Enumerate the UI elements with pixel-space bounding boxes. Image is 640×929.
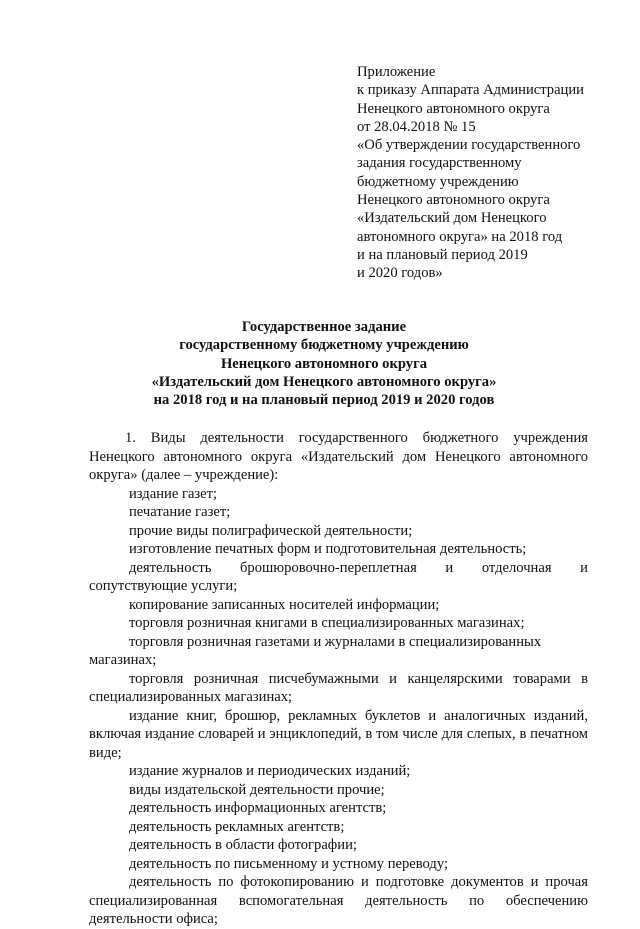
activity-item: торговля розничная книгами в специализированных магазинах; xyxy=(129,615,525,631)
activity-item: деятельность рекламных агентств; xyxy=(129,818,345,835)
appendix-line: Приложение xyxy=(357,64,436,80)
activity-item: торговля розничная газетами и журналами в специализированных магазинах; xyxy=(89,633,542,668)
activity-item: копирование записанных носителей информации; xyxy=(129,596,440,613)
activity-item: деятельность по фотокопированию и подготовке документов и прочая специализированная вспомогательная деятельность по обеспечению деятельности офиса; xyxy=(89,874,588,927)
activity-item: деятельность информационных агентств; xyxy=(129,800,387,816)
section-intro: 1. Виды деятельности государственного бюджетного учреждения Ненецкого автономного округа «Издательский дом Ненецкого автономного округа» (далее – учреждение): xyxy=(89,430,588,483)
activity-item: прочие виды полиграфической деятельности; xyxy=(129,522,413,539)
activity-item: издание журналов и периодических изданий; xyxy=(129,763,411,779)
appendix-line: и на плановый период 2019 xyxy=(357,246,528,263)
title-line: Ненецкого автономного округа xyxy=(220,355,428,372)
activity-item: изготовление печатных форм и подготовительная деятельность; xyxy=(129,541,527,557)
activity-item: деятельность брошюровочно-переплетная и отделочная и сопутствующие услуги; xyxy=(89,559,588,594)
appendix-block xyxy=(357,63,617,283)
activity-item: виды издательской деятельности прочие; xyxy=(129,781,385,798)
activity-item: печатание газет; xyxy=(129,504,231,520)
appendix-line: бюджетному учреждению xyxy=(357,173,519,190)
activity-item: деятельность по письменному и устному переводу; xyxy=(129,855,449,872)
appendix-line: автономного округа» на 2018 год xyxy=(357,228,563,245)
appendix-line: «Об утверждении государственного xyxy=(357,137,581,154)
title-line: государственному бюджетному учреждению xyxy=(179,337,469,354)
appendix-line: задания государственному xyxy=(357,155,522,172)
activity-item: деятельность в области фотографии; xyxy=(129,837,357,853)
appendix-line: Ненецкого автономного округа xyxy=(357,100,550,117)
activity-item: издание газет; xyxy=(129,485,218,502)
appendix-line: и 2020 годов» xyxy=(357,265,443,282)
title-line: Государственное задание xyxy=(241,319,407,335)
appendix-line: «Издательский дом Ненецкого xyxy=(357,210,547,227)
section-1 xyxy=(89,429,588,929)
appendix-line: от 28.04.2018 № 15 xyxy=(357,118,476,135)
title-line: «Издательский дом Ненецкого автономного округа» xyxy=(151,373,497,390)
activity-item: торговля розничная писчебумажными и канцелярскими товарами в специализированных магазинах; xyxy=(89,670,588,705)
title-line: на 2018 год и на плановый период 2019 и 2020 годов xyxy=(153,392,495,409)
document-title xyxy=(60,318,588,409)
appendix-line: Ненецкого автономного округа xyxy=(357,192,550,209)
activity-item: издание книг, брошюр, рекламных буклетов и аналогичных изданий, включая издание словарей и энциклопедий, в том числе для слепых, в печатном виде; xyxy=(89,707,588,761)
appendix-line: к приказу Аппарата Администрации xyxy=(357,82,584,99)
